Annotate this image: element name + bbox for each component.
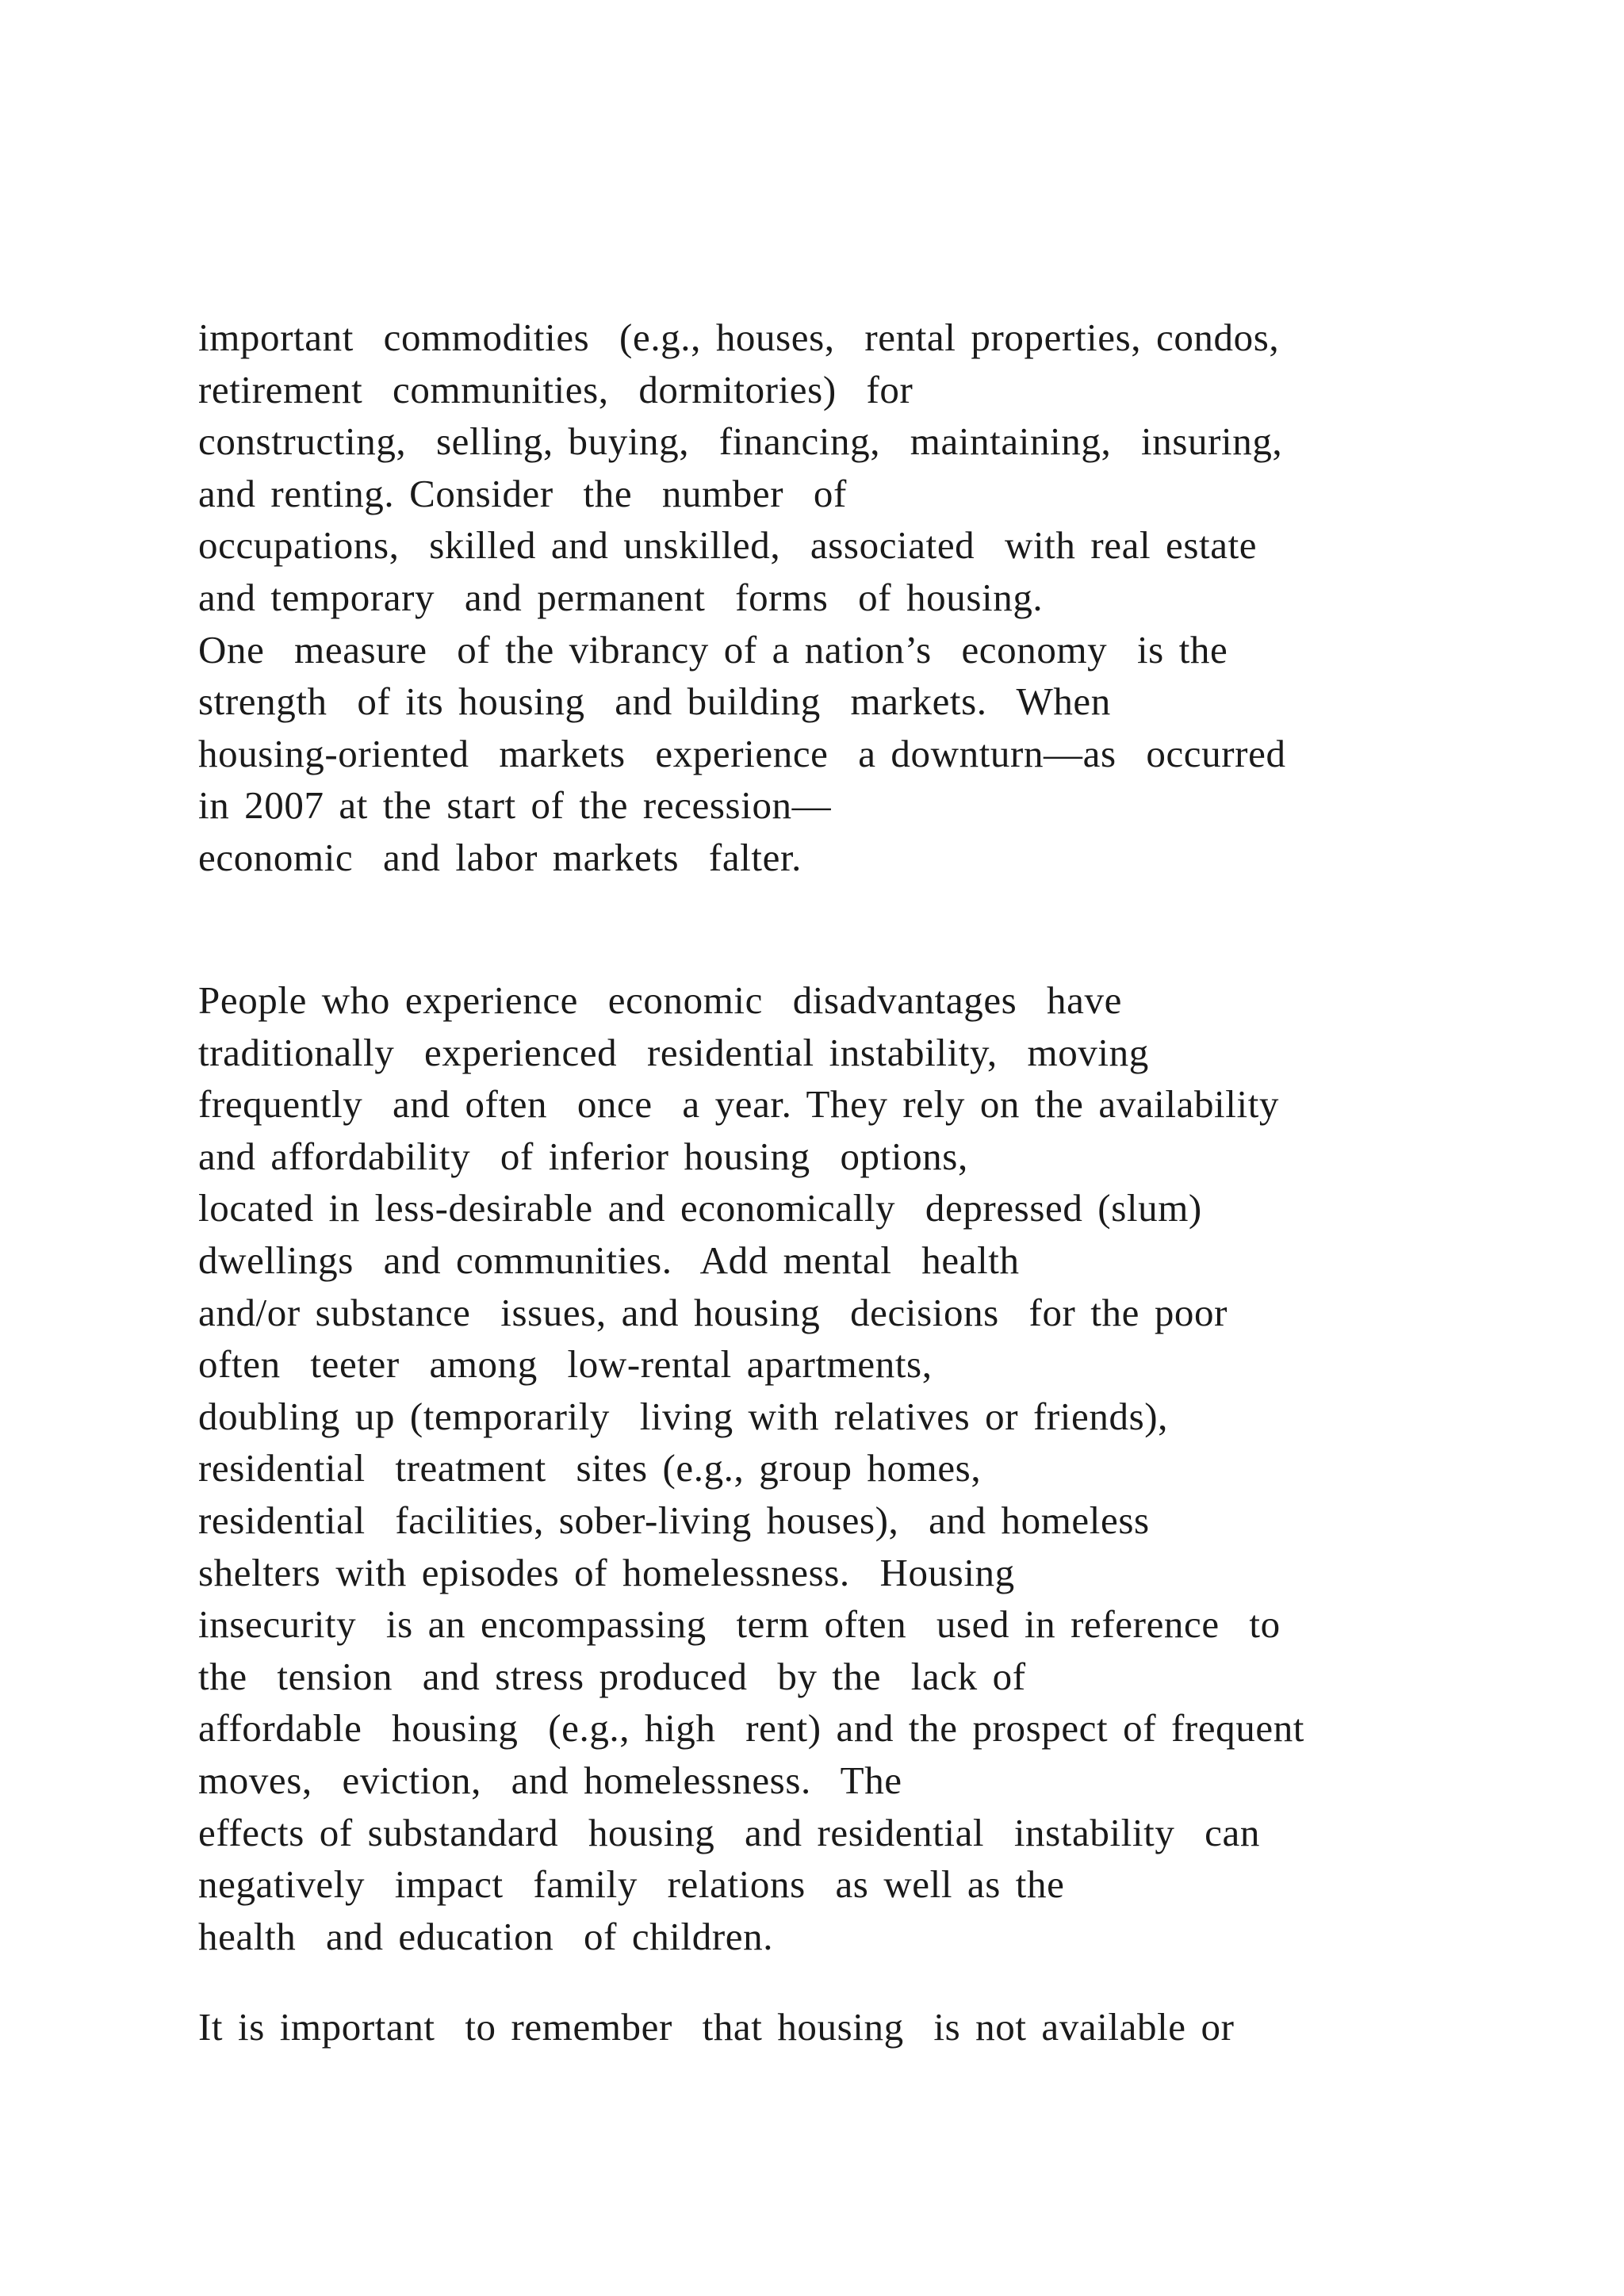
paragraph-housing-markets [198,312,1499,884]
text-line: doubling up (temporarily living with relatives or friends), [198,1394,1169,1438]
text-line: shelters with episodes of homelessness. Housing [198,1550,1015,1594]
text-line: and renting. Consider the number of [198,471,847,515]
text-line: affordable housing (e.g., high rent) and the prospect of frequent [198,1706,1305,1751]
text-line: and/or substance issues, and housing decisions for the poor [198,1290,1228,1334]
text-line: insecurity is an encompassing term often used in reference to [198,1602,1281,1647]
paragraph-housing-availability [198,2001,1499,2053]
text-line: in 2007 at the start of the recession— [198,783,832,828]
text-line: occupations, skilled and unskilled, associated with real estate [198,523,1258,568]
text-line: effects of substandard housing and residential instability can [198,1810,1260,1854]
text-line: residential treatment sites (e.g., group homes, [198,1446,982,1490]
text-line: the tension and stress produced by the lack of [198,1654,1026,1698]
text-line: housing-oriented markets experience a downturn—as occurred [198,731,1286,775]
text-line: negatively impact family relations as well as the [198,1862,1065,1907]
text-line: constructing, selling, buying, financing, maintaining, insuring, [198,419,1283,464]
text-line: moves, eviction, and homelessness. The [198,1758,902,1802]
text-line: People who experience economic disadvantages have [198,978,1122,1022]
text-line: It is important to remember that housing is not available or [198,2005,1235,2049]
text-line: dwellings and communities. Add mental health [198,1238,1020,1282]
text-line: strength of its housing and building markets. When [198,679,1111,724]
text-line: important commodities (e.g., houses, rental properties, condos, [198,316,1280,359]
paragraph-residential-instability [198,974,1499,1962]
text-line: located in less-desirable and economically depressed (slum) [198,1186,1202,1230]
text-line: health and education of children. [198,1914,774,1958]
text-line: frequently and often once a year. They rely on the availability [198,1082,1280,1127]
text-line: One measure of the vibrancy of a nation’s economy is the [198,627,1228,672]
text-line: economic and labor markets falter. [198,835,802,879]
text-line: and affordability of inferior housing options, [198,1134,968,1178]
text-line: and temporary and permanent forms of housing. [198,575,1044,619]
text-line: traditionally experienced residential instability, moving [198,1030,1149,1074]
text-line: retirement communities, dormitories) for [198,367,914,411]
text-line: residential facilities, sober-living houses), and homeless [198,1498,1150,1542]
text-line: often teeter among low-rental apartments, [198,1342,933,1387]
